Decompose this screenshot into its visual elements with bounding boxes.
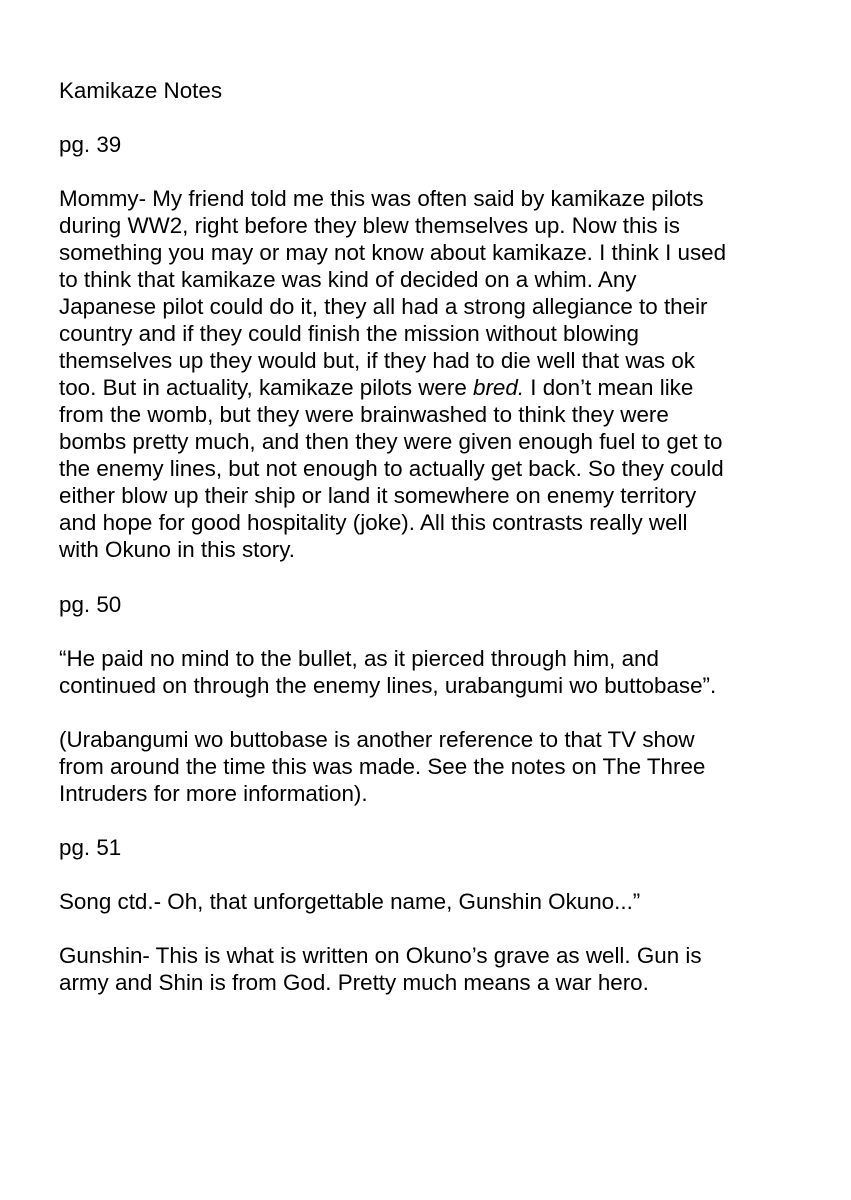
- text-line: Song ctd.- Oh, that unforgettable name, Gunshin Okuno...”: [59, 889, 641, 914]
- text-line: either blow up their ship or land it somewhere on enemy territory: [59, 483, 697, 508]
- text-line-with-emphasis: [59, 374, 819, 401]
- text-line: to think that kamikaze was kind of decided on a whim. Any: [59, 267, 637, 292]
- paragraph-urabangumi: [59, 726, 819, 807]
- text-line: Mommy- My friend told me this was often said by kamikaze pilots: [59, 186, 704, 211]
- emphasis-bred: bred.: [473, 375, 525, 400]
- paragraph-mommy: [59, 185, 819, 563]
- text-line: country and if they could finish the mission without blowing: [59, 321, 639, 346]
- text-line: something you may or may not know about kamikaze. I think I used: [59, 240, 727, 265]
- paragraph-gunshin: [59, 942, 819, 996]
- text-line: with Okuno in this story.: [59, 537, 296, 562]
- text-line: army and Shin is from God. Pretty much means a war hero.: [59, 970, 649, 995]
- text-segment: too. But in actuality, kamikaze pilots were: [59, 375, 473, 400]
- text-line: during WW2, right before they blew themselves up. Now this is: [59, 213, 680, 238]
- text-line: from the womb, but they were brainwashed to think they were: [59, 402, 669, 427]
- text-line: Japanese pilot could do it, they all had a strong allegiance to their: [59, 294, 708, 319]
- document-title: Kamikaze Notes: [59, 78, 223, 103]
- page-ref-51: pg. 51: [59, 835, 122, 860]
- text-segment: I don’t mean like: [524, 375, 694, 400]
- paragraph-quote: [59, 645, 819, 699]
- text-line: the enemy lines, but not enough to actually get back. So they could: [59, 456, 724, 481]
- text-line: themselves up they would but, if they had to die well that was ok: [59, 348, 696, 373]
- text-line: “He paid no mind to the bullet, as it pierced through him, and: [59, 646, 659, 671]
- text-line: and hope for good hospitality (joke). All this contrasts really well: [59, 510, 688, 535]
- text-line: Gunshin- This is what is written on Okuno’s grave as well. Gun is: [59, 943, 702, 968]
- text-line: (Urabangumi wo buttobase is another reference to that TV show: [59, 727, 695, 752]
- text-line: bombs pretty much, and then they were given enough fuel to get to: [59, 429, 723, 454]
- page-ref-50: pg. 50: [59, 592, 122, 617]
- text-line: continued on through the enemy lines, urabangumi wo buttobase”.: [59, 673, 717, 698]
- page-ref-39: pg. 39: [59, 132, 122, 157]
- paragraph-song: [59, 888, 819, 915]
- text-line: from around the time this was made. See the notes on The Three: [59, 754, 706, 779]
- text-line: Intruders for more information).: [59, 781, 368, 806]
